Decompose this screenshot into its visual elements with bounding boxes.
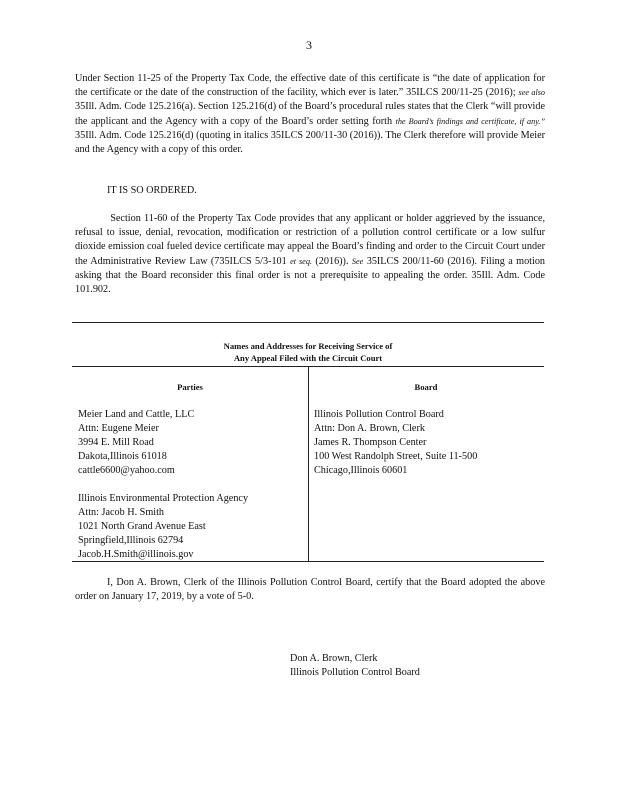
para1-italic-quote: the Board’s findings and certificate, if any.” [395,116,545,126]
signature-block [290,652,420,680]
signature-org: Illinois Pollution Control Board [290,667,420,679]
party-address-meier [78,408,194,478]
table-column-divider [308,366,309,561]
heading-line-1: Names and Addresses for Receiving Service of [223,341,393,351]
para1-text-1: Under Section 11-25 of the Property Tax Code, the effective date of this certificate is “the date of application for the certificate or the date of the construction of the facility, which ever is later.” 35ILCS 200/11-25 (2016); [75,73,545,99]
so-ordered: IT IS SO ORDERED. [107,185,197,196]
para3-text-2: (2016)). [315,255,349,267]
service-table-heading [72,340,544,364]
address-line: 100 West Randolph Street, Suite 11-500 [314,450,478,462]
para1-text-2: 35Ill. Adm. Code 125.216(a). Section 125.216(d) of the Board’s procedural rules states that the Clerk “will provide the applicant and the Agency with a copy of the Board’s order setting forth [75,101,545,127]
para3-text-1: Section 11-60 of the Property Tax Code provides that any applicant or holder aggrieved by the issuance, refusal to issue, denial, revocation, modification or restriction of a pollution control certificate or a low sulfur dioxide emission coal fueled device certificate may appeal the Board’s finding and order to the Circuit Court under the Administrative Review Law (735ILCS 5/3-101 [75,213,546,267]
party-address-agency [78,492,248,562]
address-line: Chicago,Illinois 60601 [314,464,408,476]
board-address [314,408,477,478]
paragraph-effective-date [75,72,545,157]
address-line: 1021 North Grand Avenue East [78,520,206,532]
address-line: Attn: Jacob H. Smith [78,506,165,518]
address-line: Dakota,Illinois 61018 [78,450,167,462]
address-line: 3994 E. Mill Road [78,436,154,448]
column-header-board: Board [414,382,438,392]
table-bottom-rule [72,561,544,562]
address-line: Illinois Environmental Protection Agency [78,493,249,504]
page-number: 3 [306,38,312,52]
para3-text-3: 35ILCS 200/11-60 (2016). Filing a motion asking that the Board reconsider this final order is not a prerequisite to appealing the order. 35Ill. Adm. Code 101.902. [75,255,546,296]
paragraph-appeal [75,212,545,297]
para1-see-also: see also [518,88,546,98]
address-line: Attn: Don A. Brown, Clerk [314,422,425,434]
heading-line-2: Any Appeal Filed with the Circuit Court [233,353,383,363]
address-line: James R. Thompson Center [314,436,427,448]
column-header-parties: Parties [177,382,203,392]
email-link[interactable]: Jacob.H.Smith@illinois.gov [78,548,194,560]
address-line: Meier Land and Cattle, LLC [78,409,195,420]
signature-name: Don A. Brown, Clerk [290,653,378,664]
para1-text-3: 35Ill. Adm. Code 125.216(d) (quoting in italics 35ILCS 200/11-30 (2016)). The Clerk therefore will provide Meier and the Agency with a copy of this order. [75,129,545,156]
certification-text: I, Don A. Brown, Clerk of the Illinois Pollution Control Board, certify that the Board adopted the above order on January 17, 2019, by a vote of 5-0. [75,577,545,603]
address-line: Springfield,Illinois 62794 [78,534,184,546]
address-line: Attn: Eugene Meier [78,422,159,434]
address-line: Illinois Pollution Control Board [314,409,444,420]
table-top-rule [72,322,544,323]
certification-paragraph [75,576,545,604]
para3-see: See [351,256,364,266]
para3-et-seq: et seq. [290,256,312,266]
email-link[interactable]: cattle6600@yahoo.com [78,464,175,476]
